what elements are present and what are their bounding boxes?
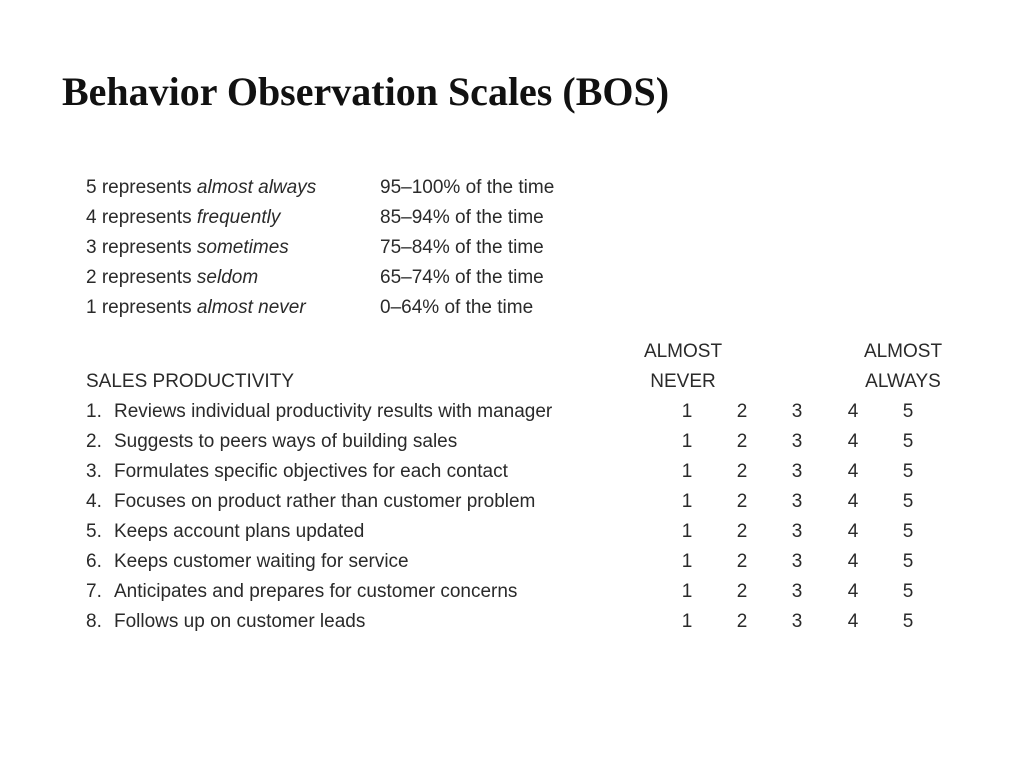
rating-option: 1 — [681, 611, 693, 632]
low-anchor-label: NEVER — [650, 371, 716, 392]
item-text: Keeps customer waiting for service — [114, 551, 409, 572]
behavior-item-row — [86, 398, 986, 428]
item-number: 2. — [86, 431, 102, 452]
legend-term: seldom — [196, 267, 259, 288]
low-anchor-label: ALMOST — [643, 341, 723, 362]
legend-term: almost never — [196, 297, 306, 318]
rating-option: 4 — [847, 581, 859, 602]
legend-range: 95–100% of the time — [380, 177, 555, 198]
slide-title: Behavior Observation Scales (BOS) — [62, 69, 670, 114]
rating-option: 5 — [902, 551, 914, 572]
scale-header-line-2 — [86, 368, 986, 398]
rating-option: 3 — [791, 581, 803, 602]
behavior-item-row — [86, 458, 986, 488]
rating-option: 2 — [736, 551, 748, 572]
rating-option: 1 — [681, 581, 693, 602]
rating-option: 3 — [791, 551, 803, 572]
legend-definition — [86, 174, 316, 202]
legend-definition — [86, 234, 289, 262]
behavior-item-row — [86, 518, 986, 548]
legend-prefix: 3 represents — [86, 237, 197, 258]
legend-range: 65–74% of the time — [380, 267, 544, 288]
rating-option: 3 — [791, 491, 803, 512]
rating-option: 1 — [681, 431, 693, 452]
rating-option: 4 — [847, 521, 859, 542]
item-number: 1. — [86, 401, 102, 422]
section-heading: SALES PRODUCTIVITY — [86, 371, 294, 392]
legend-prefix: 1 represents — [86, 297, 197, 318]
rating-option: 1 — [681, 551, 693, 572]
rating-option: 2 — [736, 521, 748, 542]
legend-prefix: 4 represents — [86, 207, 197, 228]
rating-option: 4 — [847, 401, 859, 422]
legend-range: 85–94% of the time — [380, 207, 544, 228]
legend-range: 75–84% of the time — [380, 237, 544, 258]
item-number: 8. — [86, 611, 102, 632]
item-number: 3. — [86, 461, 102, 482]
legend-definition — [86, 264, 258, 292]
legend-definition — [86, 204, 280, 232]
item-number: 4. — [86, 491, 102, 512]
legend-term: frequently — [196, 207, 281, 228]
rating-option: 3 — [791, 401, 803, 422]
legend-term: almost always — [196, 177, 317, 198]
item-text: Focuses on product rather than customer problem — [114, 491, 536, 512]
rating-option: 5 — [902, 491, 914, 512]
rating-option: 1 — [681, 401, 693, 422]
behavior-items — [86, 398, 986, 638]
rating-option: 3 — [791, 611, 803, 632]
rating-option: 4 — [847, 491, 859, 512]
rating-option: 4 — [847, 611, 859, 632]
rating-option: 5 — [902, 461, 914, 482]
behavior-item-row — [86, 428, 986, 458]
rating-option: 5 — [902, 611, 914, 632]
rating-option: 4 — [847, 431, 859, 452]
legend-definition — [86, 294, 306, 322]
bos-rating-scale — [86, 338, 986, 638]
legend-prefix: 5 represents — [86, 177, 197, 198]
legend-term: sometimes — [196, 237, 289, 258]
rating-option: 2 — [736, 401, 748, 422]
scale-header-line-1 — [86, 338, 986, 368]
item-text: Formulates specific objectives for each contact — [114, 461, 508, 482]
item-number: 7. — [86, 581, 102, 602]
behavior-item-row — [86, 548, 986, 578]
item-number: 6. — [86, 551, 102, 572]
item-text: Keeps account plans updated — [114, 521, 365, 542]
item-text: Suggests to peers ways of building sales — [114, 431, 458, 452]
rating-option: 1 — [681, 461, 693, 482]
rating-option: 2 — [736, 431, 748, 452]
rating-option: 5 — [902, 431, 914, 452]
high-anchor-label: ALMOST — [863, 341, 943, 362]
rating-option: 2 — [736, 461, 748, 482]
item-number: 5. — [86, 521, 102, 542]
rating-option: 2 — [736, 611, 748, 632]
legend-range: 0–64% of the time — [380, 297, 534, 318]
rating-option: 3 — [791, 521, 803, 542]
item-text: Follows up on customer leads — [114, 611, 366, 632]
rating-option: 4 — [847, 461, 859, 482]
rating-option: 2 — [736, 491, 748, 512]
rating-option: 2 — [736, 581, 748, 602]
item-text: Reviews individual productivity results with manager — [114, 401, 553, 422]
behavior-item-row — [86, 608, 986, 638]
rating-option: 1 — [681, 521, 693, 542]
rating-option: 3 — [791, 461, 803, 482]
rating-option: 5 — [902, 581, 914, 602]
behavior-item-row — [86, 488, 986, 518]
rating-option: 5 — [902, 521, 914, 542]
rating-option: 4 — [847, 551, 859, 572]
high-anchor-label: ALWAYS — [865, 371, 941, 392]
item-text: Anticipates and prepares for customer concerns — [114, 581, 518, 602]
rating-option: 3 — [791, 431, 803, 452]
legend-prefix: 2 represents — [86, 267, 197, 288]
rating-option: 5 — [902, 401, 914, 422]
rating-option: 1 — [681, 491, 693, 512]
behavior-item-row — [86, 578, 986, 608]
